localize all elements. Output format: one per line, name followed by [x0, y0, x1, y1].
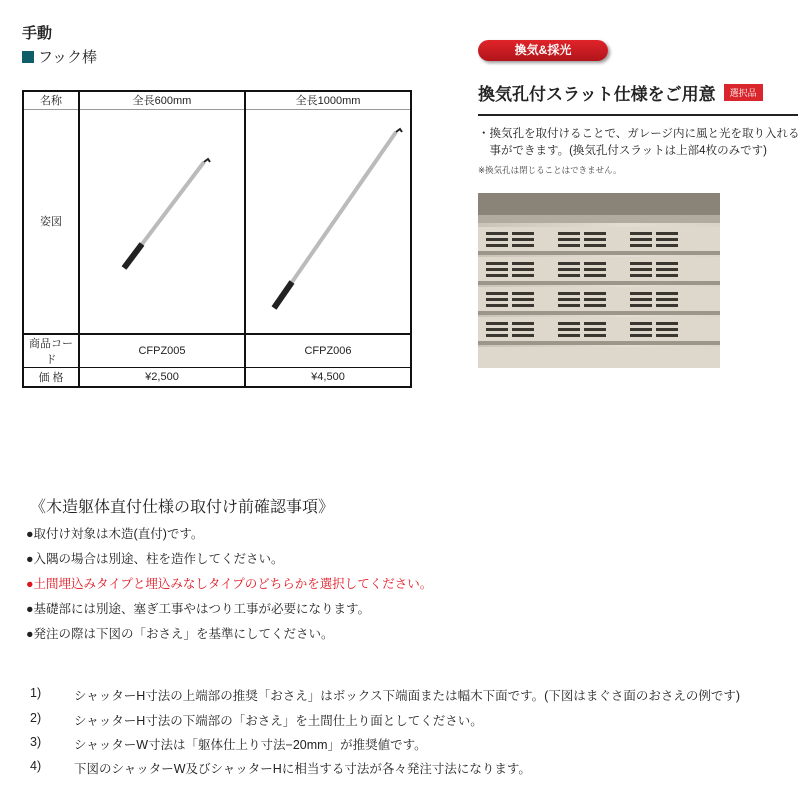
note-number: 4)	[30, 759, 42, 773]
checklist-item: ●発注の際は下図の「おさえ」を基準にしてください。	[26, 627, 334, 641]
price-label: 価 格	[23, 367, 79, 387]
feature-title	[478, 80, 763, 105]
image-row-label: 姿図	[23, 109, 79, 334]
note-text: シャッターH寸法の上端部の推奨「おさえ」はボックス下端面または幅木下面です。(下図はまぐさ面のおさえの例です)	[74, 689, 740, 703]
feature-note: ※換気孔は閉じることはできません。	[478, 165, 622, 175]
section-title: 手動	[22, 25, 53, 42]
subsection-title	[22, 46, 97, 67]
header-name: 名称	[23, 91, 79, 109]
square-bullet-icon	[22, 51, 34, 63]
note-item	[30, 759, 531, 777]
note-number: 1)	[30, 686, 42, 700]
price-1000: ¥4,500	[245, 367, 411, 387]
code-label: 商品コード	[23, 334, 79, 368]
feature-description	[478, 126, 800, 160]
feature-badge: 換気&採光	[478, 40, 608, 61]
hook-rod-600-image	[79, 109, 245, 334]
note-number: 2)	[30, 711, 42, 725]
option-tag: 選択品	[724, 84, 763, 101]
hook-rod-1000-image	[245, 109, 411, 334]
code-1000: CFPZ006	[245, 334, 411, 368]
note-text: シャッターW寸法は「躯体仕上り寸法−20mm」が推奨値です。	[74, 738, 427, 752]
note-text: シャッターH寸法の下端部の「おさえ」を土間仕上り面としてください。	[74, 714, 483, 728]
code-600: CFPZ005	[79, 334, 245, 368]
feature-title-text: 換気孔付スラット仕様をご用意	[478, 85, 716, 104]
checklist-item: ●取付け対象は木造(直付)です。	[26, 527, 204, 541]
product-table	[22, 90, 412, 388]
table-row	[23, 109, 411, 334]
table-row	[23, 334, 411, 368]
note-item	[30, 711, 483, 729]
subsection-label: フック棒	[38, 49, 97, 66]
table-header-row	[23, 91, 411, 109]
note-item	[30, 735, 427, 753]
price-600: ¥2,500	[79, 367, 245, 387]
checklist-title: 《木造躯体直付仕様の取付け前確認事項》	[30, 499, 335, 516]
note-item	[30, 686, 740, 704]
divider	[478, 114, 798, 116]
checklist-item-highlight: ●土間埋込みタイプと埋込みなしタイプのどちらかを選択してください。	[26, 577, 433, 591]
desc-line: 事ができます。(換気孔付スラットは上部4枚のみです)	[478, 145, 767, 157]
desc-line: ・換気孔を取付けることで、ガレージ内に風と光を取り入れる	[478, 128, 800, 140]
note-text: 下図のシャッターW及びシャッターHに相当する寸法が各々発注寸法になります。	[74, 762, 531, 776]
checklist-item: ●入隅の場合は別途、柱を造作してください。	[26, 552, 284, 566]
table-row	[23, 367, 411, 387]
header-600: 全長600mm	[79, 91, 245, 109]
checklist-item: ●基礎部には別途、塞ぎ工事やはつり工事が必要になります。	[26, 602, 371, 616]
note-number: 3)	[30, 735, 42, 749]
header-1000: 全長1000mm	[245, 91, 411, 109]
vent-slat-photo	[478, 193, 720, 368]
